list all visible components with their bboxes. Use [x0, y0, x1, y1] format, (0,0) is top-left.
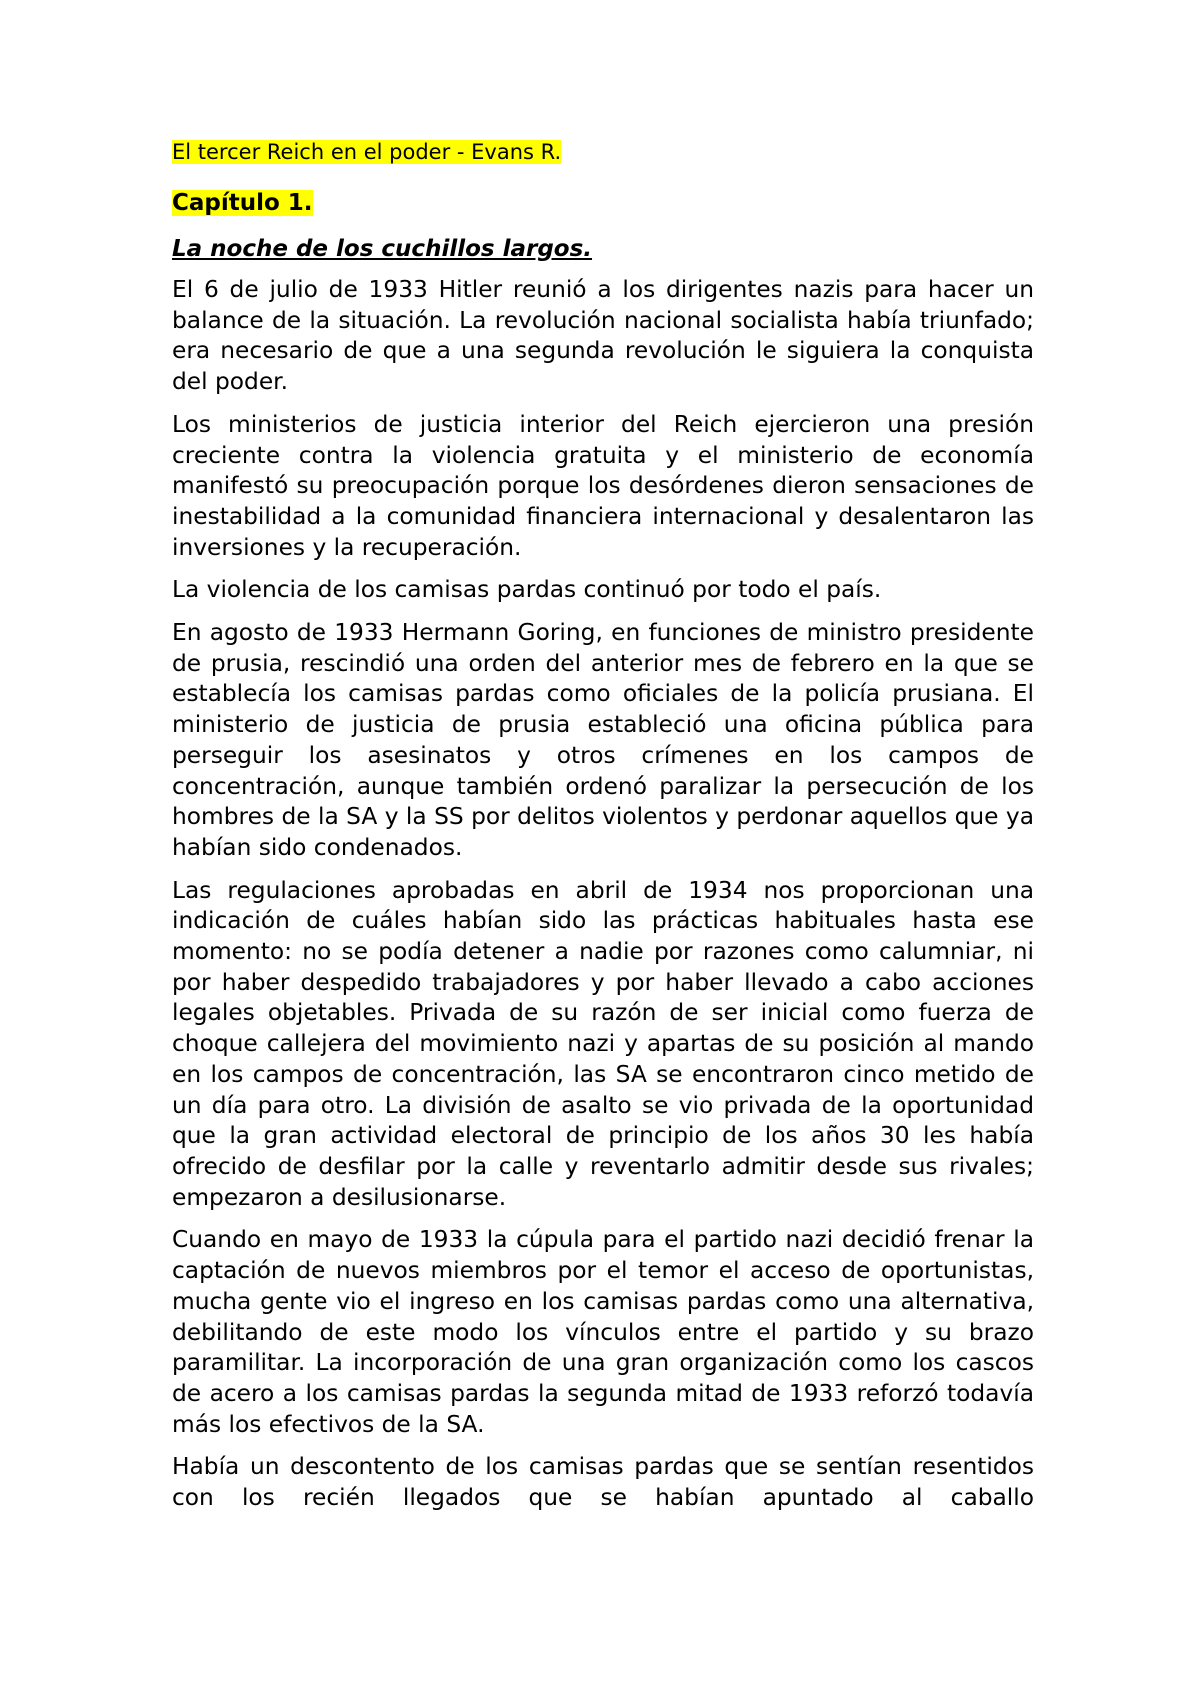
- chapter-highlight: Capítulo 1.: [172, 190, 313, 216]
- chapter-heading: [172, 187, 1034, 219]
- paragraph: Cuando en mayo de 1933 la cúpula para el partido nazi decidió frenar la captación de nuevos miembros por el temor el acceso de oportunistas, mucha gente vio el ingreso en los camisas pardas como una alternativa, debilitando de este modo los vínculos entre el partido y su brazo paramilitar. La incorporación de una gran organización como los cascos de acero a los camisas pardas la segunda mitad de 1933 reforzó todavía más los efectivos de la SA.: [172, 1226, 1034, 1438]
- paragraph: La violencia de los camisas pardas continuó por todo el país.: [172, 576, 882, 604]
- section-title: La noche de los cuchillos largos.: [172, 236, 593, 262]
- document-header: [172, 137, 1034, 167]
- paragraph: Las regulaciones aprobadas en abril de 1934 nos proporcionan una indicación de cuáles habían sido las prácticas habituales hasta ese momento: no se podía detener a nadie por razones como calumniar, ni por haber despedido trabajadores y por haber llevado a cabo acciones legales objetables. Privada de su razón de ser inicial como fuerza de choque callejera del movimiento nazi y apartas de su posición al mando en los campos de concentración, las SA se encontraron cinco metido de un día para otro. La división de asalto se vio privada de la oportunidad que la gran actividad electoral de principio de los años 30 les había ofrecido de desfilar por la calle y reventarlo admitir desde sus rivales; empezaron a desilusionarse.: [172, 876, 1034, 1211]
- header-highlight: El tercer Reich en el poder - Evans R.: [172, 140, 562, 164]
- paragraph: Había un descontento de los camisas pardas que se sentían resentidos con los recién llegados que se habían apuntado al caballo: [172, 1453, 1034, 1512]
- paragraph: Los ministerios de justicia interior del Reich ejercieron una presión creciente contra la violencia gratuita y el ministerio de economía manifestó su preocupación porque los desórdenes dieron sensaciones de inestabilidad a la comunidad financiera internacional y desalentaron las inversiones y la recuperación.: [172, 410, 1034, 561]
- paragraph: En agosto de 1933 Hermann Goring, en funciones de ministro presidente de prusia, rescindió una orden del anterior mes de febrero en la que se establecía los camisas pardas como oficiales de la policía prusiana. El ministerio de justicia de prusia estableció una oficina pública para perseguir los asesinatos y otros crímenes en los campos de concentración, aunque también ordenó paralizar la persecución de los hombres de la SA y la SS por delitos violentos y perdonar aquellos que ya habían sido condenados.: [172, 619, 1034, 861]
- document-page: [172, 137, 1034, 1526]
- paragraph: El 6 de julio de 1933 Hitler reunió a los dirigentes nazis para hacer un balance de la situación. La revolución nacional socialista había triunfado; era necesario de que a una segunda revolución le siguiera la conquista del poder.: [172, 276, 1034, 396]
